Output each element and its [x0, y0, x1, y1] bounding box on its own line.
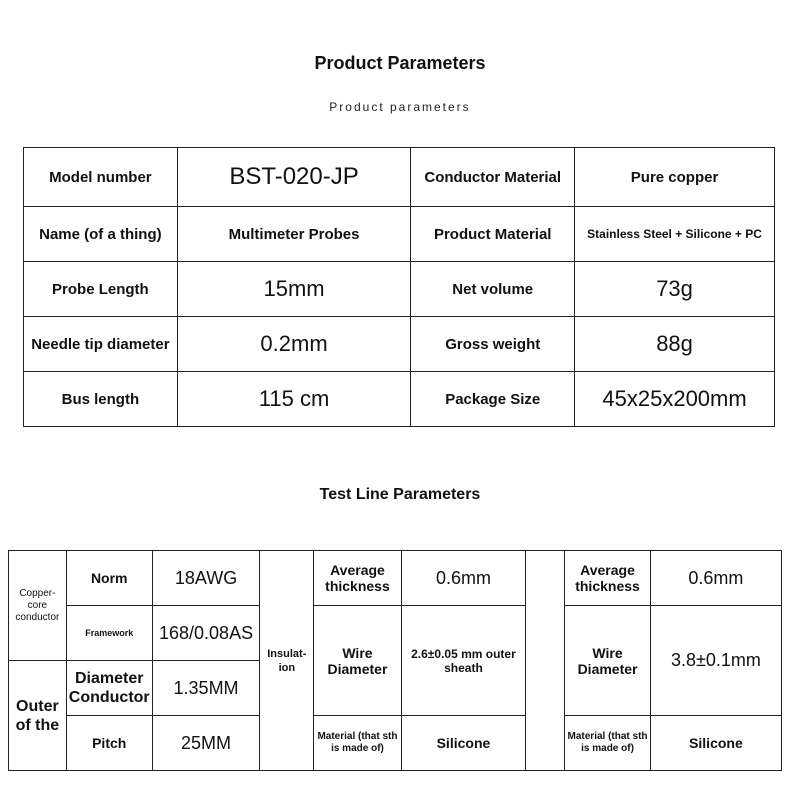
page-subtitle: Product parameters	[329, 100, 471, 114]
value-model-number: BST-020-JP	[177, 148, 411, 207]
page-title: Product Parameters	[314, 53, 486, 73]
value-diameter-conductor: 1.35MM	[152, 661, 260, 716]
label-outer-of-the: Outer of the	[9, 661, 67, 771]
label-probe-length: Probe Length	[24, 262, 178, 317]
value-conductor-material: Pure copper	[575, 148, 775, 207]
label-diameter-conductor: Diameter Conductor	[66, 661, 152, 716]
label-pitch: Pitch	[66, 716, 152, 771]
table-row	[24, 317, 775, 372]
label-gross-weight: Gross weight	[411, 317, 575, 372]
label-model-number: Model number	[24, 148, 178, 207]
label-net-volume: Net volume	[411, 262, 575, 317]
label-insulation-average-thickness: Average thickness	[314, 551, 402, 606]
table-row	[24, 262, 775, 317]
value-product-material: Stainless Steel + Silicone + PC	[575, 207, 775, 262]
sheath-spacer	[526, 551, 565, 771]
value-needle-tip-diameter: 0.2mm	[177, 317, 411, 372]
test-line-parameters-table	[8, 550, 782, 771]
value-name: Multimeter Probes	[177, 207, 411, 262]
value-sheath-material: Silicone	[650, 716, 781, 771]
label-product-material: Product Material	[411, 207, 575, 262]
label-name: Name (of a thing)	[24, 207, 178, 262]
value-insulation-average-thickness: 0.6mm	[401, 551, 525, 606]
label-sheath-average-thickness: Average thickness	[565, 551, 651, 606]
value-net-volume: 73g	[575, 262, 775, 317]
label-needle-tip-diameter: Needle tip diameter	[24, 317, 178, 372]
value-framework: 168/0.08AS	[152, 606, 260, 661]
table-row	[9, 716, 782, 771]
label-insulation: Insulat-ion	[260, 551, 314, 771]
table-row	[24, 372, 775, 427]
label-framework: Framework	[66, 606, 152, 661]
value-probe-length: 15mm	[177, 262, 411, 317]
value-pitch: 25MM	[152, 716, 260, 771]
product-parameters-table	[23, 147, 775, 427]
label-copper-core-conductor: Copper-core conductor	[9, 551, 67, 661]
section-title: Test Line Parameters	[319, 486, 481, 503]
value-package-size: 45x25x200mm	[575, 372, 775, 427]
value-bus-length: 115 cm	[177, 372, 411, 427]
value-sheath-average-thickness: 0.6mm	[650, 551, 781, 606]
label-sheath-wire-diameter: Wire Diameter	[565, 606, 651, 716]
value-gross-weight: 88g	[575, 317, 775, 372]
table-row	[24, 148, 775, 207]
table-row	[24, 207, 775, 262]
label-package-size: Package Size	[411, 372, 575, 427]
value-insulation-wire-diameter: 2.6±0.05 mm outer sheath	[401, 606, 525, 716]
value-sheath-wire-diameter: 3.8±0.1mm	[650, 606, 781, 716]
label-sheath-material: Material (that sth is made of)	[565, 716, 651, 771]
label-insulation-wire-diameter: Wire Diameter	[314, 606, 402, 716]
value-insulation-material: Silicone	[401, 716, 525, 771]
value-norm: 18AWG	[152, 551, 260, 606]
table-row	[9, 606, 782, 661]
table-row	[9, 551, 782, 606]
label-conductor-material: Conductor Material	[411, 148, 575, 207]
label-bus-length: Bus length	[24, 372, 178, 427]
label-norm: Norm	[66, 551, 152, 606]
label-insulation-material: Material (that sth is made of)	[314, 716, 402, 771]
